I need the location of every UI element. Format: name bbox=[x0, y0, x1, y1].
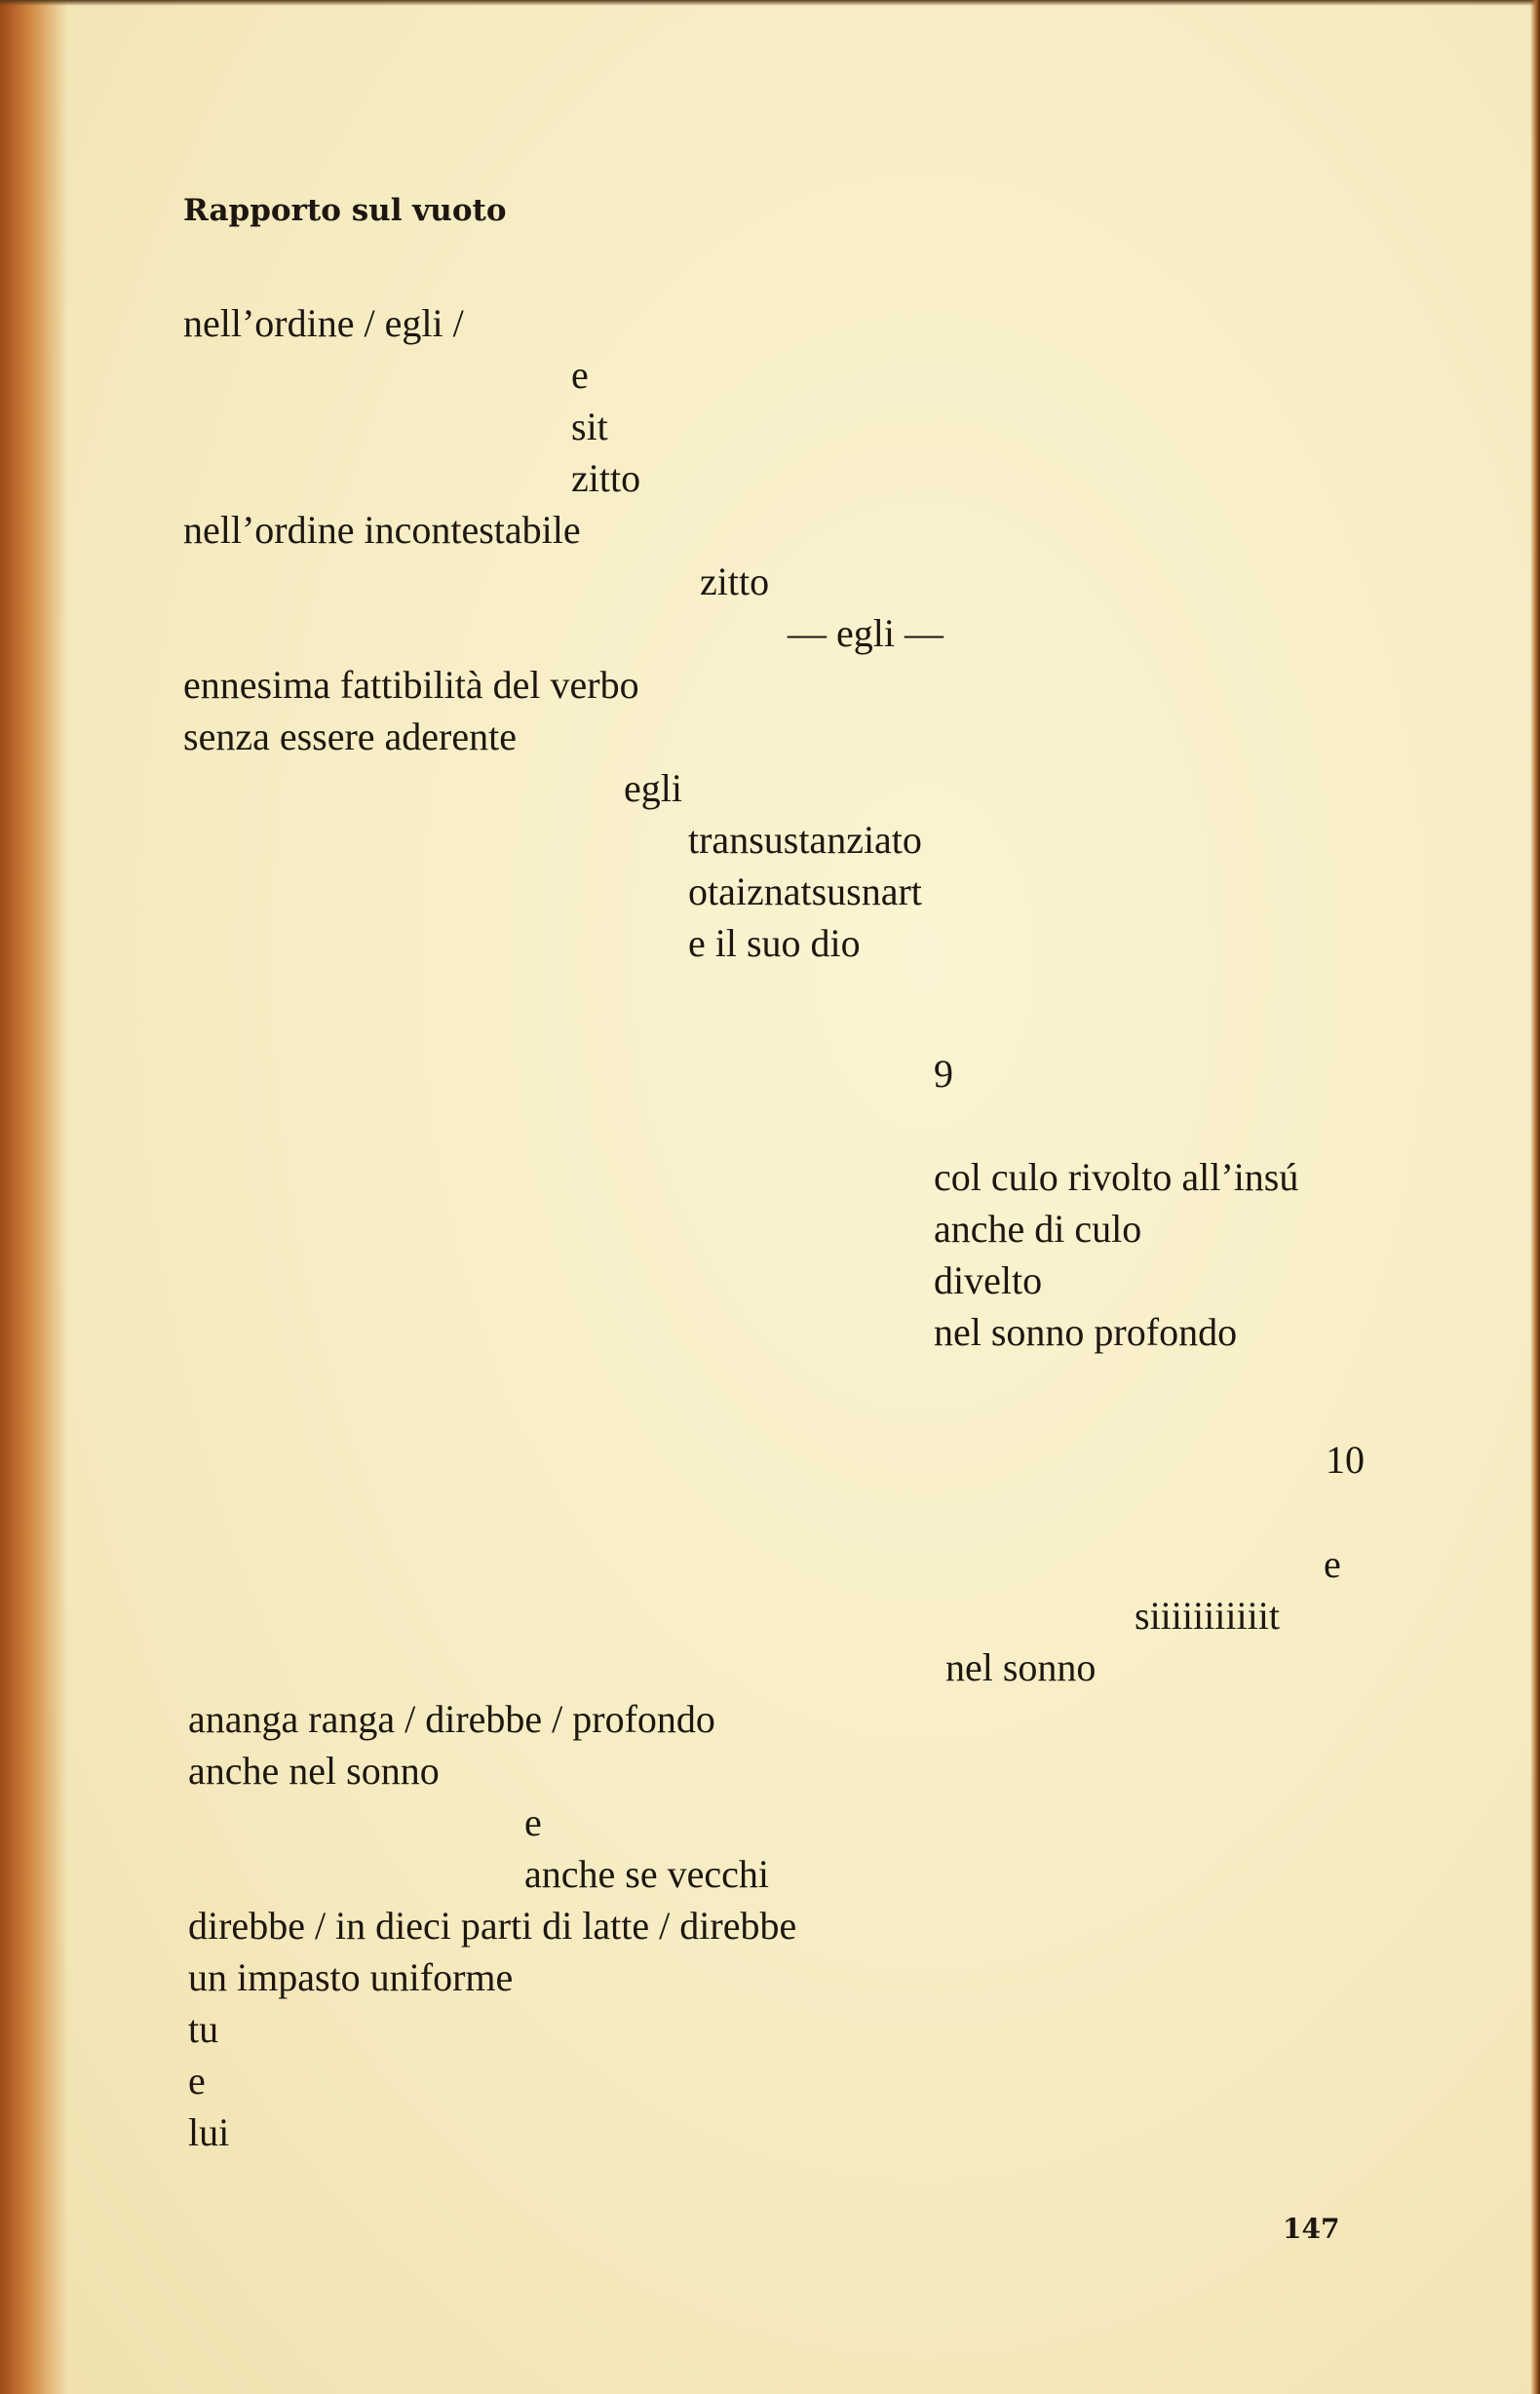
section-number: 10 bbox=[1326, 1438, 1365, 1482]
poem-line: nell’ordine incontestabile bbox=[183, 508, 581, 552]
page-right-edge bbox=[1530, 0, 1540, 2394]
poem-line: siiiiiiiiiiit bbox=[1135, 1594, 1280, 1638]
poem-line: direbbe / in dieci parti di latte / direbbe bbox=[188, 1904, 797, 1948]
poem-line: col culo rivolto all’insú bbox=[934, 1155, 1299, 1199]
poem-line: zitto bbox=[571, 456, 641, 500]
poem-line: e bbox=[1324, 1542, 1341, 1586]
poem-line: un impasto uniforme bbox=[188, 1955, 514, 1999]
poem-line: lui bbox=[188, 2110, 230, 2154]
poem-line: e il suo dio bbox=[688, 921, 861, 965]
poem-line: transustanziato bbox=[688, 818, 922, 862]
poem-line: e bbox=[188, 2059, 206, 2103]
poem-line: — egli — bbox=[788, 611, 943, 655]
poem-line: ananga ranga / direbbe / profondo bbox=[188, 1697, 715, 1741]
page-top-edge bbox=[0, 0, 1540, 6]
poem-line: e bbox=[571, 353, 589, 397]
page-spine-shadow bbox=[0, 0, 68, 2394]
running-head: Rapporto sul vuoto bbox=[183, 193, 507, 228]
poem-line: otaiznatsusnart bbox=[688, 869, 922, 913]
poem-line: anche di culo bbox=[934, 1207, 1142, 1251]
poem-line: nel sonno bbox=[945, 1645, 1097, 1689]
poem-line: nel sonno profondo bbox=[934, 1310, 1238, 1354]
page-number: 147 bbox=[1283, 2213, 1340, 2245]
poem-line: e bbox=[524, 1800, 542, 1844]
poem-line: egli bbox=[624, 766, 682, 810]
poem-line: divelto bbox=[934, 1258, 1043, 1302]
poem-line: senza essere aderente bbox=[183, 714, 517, 758]
poem-line: zitto bbox=[700, 560, 770, 603]
poem-line: sit bbox=[571, 405, 608, 448]
poem-line: tu bbox=[188, 2007, 219, 2051]
section-number: 9 bbox=[934, 1052, 953, 1096]
poem-line: ennesima fattibilità del verbo bbox=[183, 663, 639, 707]
poem-line: nell’ordine / egli / bbox=[183, 301, 464, 345]
poem-line: anche se vecchi bbox=[524, 1852, 769, 1896]
poem-line: anche nel sonno bbox=[188, 1749, 440, 1793]
